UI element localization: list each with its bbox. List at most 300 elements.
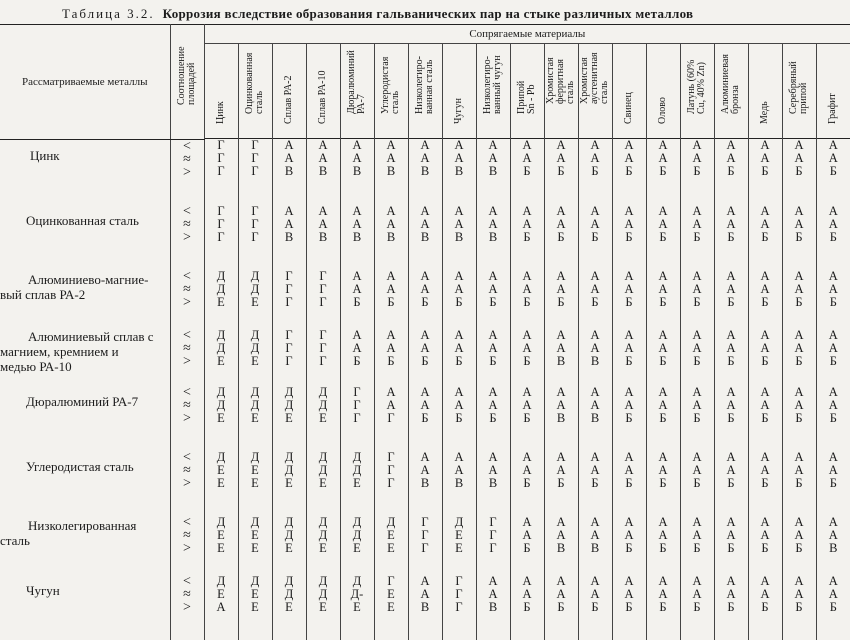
corrosion-grade: А xyxy=(409,283,442,296)
corrosion-grade: Е xyxy=(205,464,238,477)
column-header xyxy=(340,44,374,140)
corrosion-grade: А xyxy=(375,270,408,283)
corrosion-grade: А xyxy=(817,218,850,231)
area-ratio-symbol: ≈ xyxy=(171,342,204,355)
corrosion-grade: В xyxy=(409,231,442,244)
corrosion-grade: Б xyxy=(545,477,578,490)
corrosion-cell xyxy=(680,451,714,516)
corrosion-grade: А xyxy=(681,139,714,152)
corrosion-grade: Б xyxy=(341,355,374,368)
corrosion-grade: А xyxy=(681,575,714,588)
corrosion-grade: А xyxy=(817,386,850,399)
corrosion-grade: В xyxy=(579,355,612,368)
corrosion-grade: А xyxy=(579,464,612,477)
corrosion-grade: А xyxy=(545,529,578,542)
corrosion-grade: А xyxy=(749,588,782,601)
column-header xyxy=(748,44,782,140)
corrosion-cell xyxy=(272,139,306,205)
corrosion-cell xyxy=(748,575,782,640)
corrosion-grade: А xyxy=(681,152,714,165)
corrosion-grade: Е xyxy=(239,412,272,425)
metal-name-line: Цинк xyxy=(0,148,170,163)
corrosion-grade: А xyxy=(579,283,612,296)
corrosion-grade: Б xyxy=(817,477,850,490)
corrosion-cell xyxy=(646,516,680,575)
corrosion-grade: А xyxy=(681,588,714,601)
column-header-label: Сплав РА-2 xyxy=(284,44,294,125)
corrosion-grade: А xyxy=(341,283,374,296)
corrosion-grade: А xyxy=(715,139,748,152)
corrosion-grade: А xyxy=(511,270,544,283)
corrosion-grade: Д xyxy=(205,270,238,283)
corrosion-grade: А xyxy=(681,283,714,296)
corrosion-grade: А xyxy=(647,529,680,542)
corrosion-cell xyxy=(816,270,850,329)
corrosion-grade: А xyxy=(579,342,612,355)
corrosion-grade: А xyxy=(477,218,510,231)
column-header-label: Чугун xyxy=(454,44,464,125)
corrosion-grade: Б xyxy=(749,542,782,555)
corrosion-cell xyxy=(646,575,680,640)
corrosion-cell xyxy=(782,451,816,516)
corrosion-grade: Е xyxy=(239,464,272,477)
corrosion-grade: Д xyxy=(205,342,238,355)
corrosion-cell xyxy=(340,329,374,386)
corrosion-grade: Б xyxy=(511,412,544,425)
corrosion-grade: Д xyxy=(273,529,306,542)
corrosion-grade: Б xyxy=(545,601,578,614)
corrosion-grade: А xyxy=(443,451,476,464)
corrosion-cell xyxy=(578,205,612,270)
corrosion-grade: Б xyxy=(647,412,680,425)
column-header xyxy=(476,44,510,140)
corrosion-grade: А xyxy=(647,451,680,464)
area-ratio-symbol: ≈ xyxy=(171,588,204,601)
corrosion-grade: А xyxy=(647,283,680,296)
corrosion-grade: Б xyxy=(579,165,612,178)
corrosion-grade: Е xyxy=(273,542,306,555)
corrosion-grade: А xyxy=(477,205,510,218)
corrosion-cell xyxy=(272,516,306,575)
table-row xyxy=(0,205,850,270)
corrosion-grade: А xyxy=(409,139,442,152)
area-ratio-cell xyxy=(170,270,204,329)
column-header xyxy=(544,44,578,140)
corrosion-grade: Б xyxy=(715,542,748,555)
corrosion-cell xyxy=(646,386,680,451)
area-ratio-symbol: ≈ xyxy=(171,529,204,542)
corrosion-cell xyxy=(578,386,612,451)
corrosion-grade: А xyxy=(715,386,748,399)
corrosion-grade: Б xyxy=(511,601,544,614)
corrosion-cell xyxy=(578,270,612,329)
corrosion-cell xyxy=(408,329,442,386)
corrosion-grade: Е xyxy=(205,542,238,555)
corrosion-cell xyxy=(748,386,782,451)
corrosion-grade: Б xyxy=(681,296,714,309)
corrosion-grade: А xyxy=(613,329,646,342)
corrosion-grade: Д xyxy=(239,386,272,399)
corrosion-grade: А xyxy=(613,451,646,464)
corrosion-grade: Б xyxy=(749,296,782,309)
corrosion-cell xyxy=(510,139,544,205)
corrosion-grade: Д xyxy=(307,588,340,601)
corrosion-grade: А xyxy=(783,139,816,152)
metal-name xyxy=(0,575,170,640)
corrosion-cell xyxy=(612,516,646,575)
corrosion-grade: А xyxy=(817,270,850,283)
corrosion-grade: А xyxy=(477,283,510,296)
corrosion-grade: Д xyxy=(341,516,374,529)
table-row xyxy=(0,329,850,386)
corrosion-grade: Д- xyxy=(341,588,374,601)
corrosion-cell xyxy=(476,386,510,451)
corrosion-grade: А xyxy=(579,451,612,464)
corrosion-grade: А xyxy=(477,270,510,283)
corrosion-grade: А xyxy=(715,218,748,231)
corrosion-cell xyxy=(544,205,578,270)
corrosion-cell xyxy=(238,516,272,575)
corrosion-cell xyxy=(816,386,850,451)
corrosion-grade: Е xyxy=(239,296,272,309)
table-row xyxy=(0,451,850,516)
corrosion-grade: А xyxy=(749,516,782,529)
corrosion-cell xyxy=(714,451,748,516)
corrosion-cell xyxy=(442,205,476,270)
corrosion-grade: Г xyxy=(205,205,238,218)
corrosion-grade: Б xyxy=(817,601,850,614)
corrosion-grade: А xyxy=(545,342,578,355)
corrosion-grade: Б xyxy=(715,412,748,425)
corrosion-grade: Г xyxy=(341,386,374,399)
corrosion-grade: А xyxy=(817,451,850,464)
corrosion-grade: Г xyxy=(239,205,272,218)
corrosion-grade: Б xyxy=(443,355,476,368)
corrosion-grade: Д xyxy=(341,529,374,542)
corrosion-grade: Е xyxy=(443,542,476,555)
corrosion-grade: Е xyxy=(239,529,272,542)
corrosion-grade: Б xyxy=(579,231,612,244)
corrosion-grade: В xyxy=(409,477,442,490)
corrosion-cell xyxy=(578,451,612,516)
corrosion-grade: А xyxy=(613,139,646,152)
corrosion-grade: Б xyxy=(545,231,578,244)
corrosion-grade: Б xyxy=(579,296,612,309)
corrosion-grade: Е xyxy=(205,588,238,601)
corrosion-grade: А xyxy=(341,329,374,342)
corrosion-cell xyxy=(238,451,272,516)
corrosion-grade: А xyxy=(715,529,748,542)
corrosion-cell xyxy=(374,329,408,386)
corrosion-grade: А xyxy=(307,152,340,165)
corrosion-grade: А xyxy=(749,152,782,165)
corrosion-grade: А xyxy=(443,342,476,355)
corrosion-cell xyxy=(408,575,442,640)
corrosion-grade: Г xyxy=(273,329,306,342)
corrosion-cell xyxy=(476,329,510,386)
corrosion-cell xyxy=(204,139,238,205)
corrosion-grade: Г xyxy=(239,231,272,244)
corrosion-grade: Б xyxy=(477,412,510,425)
corrosion-grade: Б xyxy=(749,355,782,368)
corrosion-cell xyxy=(374,205,408,270)
corrosion-grade: Г xyxy=(443,588,476,601)
column-header xyxy=(238,44,272,140)
metal-name xyxy=(0,270,170,329)
corrosion-cell xyxy=(510,386,544,451)
corrosion-grade: Г xyxy=(307,283,340,296)
corrosion-grade: А xyxy=(783,575,816,588)
corrosion-grade: Б xyxy=(817,231,850,244)
corrosion-grade: Г xyxy=(375,451,408,464)
corrosion-cell xyxy=(714,139,748,205)
corrosion-grade: Б xyxy=(817,296,850,309)
corrosion-grade: А xyxy=(511,451,544,464)
corrosion-grade: А xyxy=(749,283,782,296)
corrosion-grade: Г xyxy=(307,342,340,355)
corrosion-grade: А xyxy=(715,152,748,165)
corrosion-grade: А xyxy=(613,270,646,283)
corrosion-grade: Б xyxy=(647,355,680,368)
corrosion-cell xyxy=(442,386,476,451)
corrosion-grade: А xyxy=(511,283,544,296)
corrosion-grade: А xyxy=(341,342,374,355)
corrosion-cell xyxy=(714,205,748,270)
corrosion-grade: Е xyxy=(443,529,476,542)
corrosion-grade: Д xyxy=(273,575,306,588)
corrosion-grade: А xyxy=(613,399,646,412)
corrosion-cell xyxy=(646,451,680,516)
corrosion-grade: А xyxy=(477,399,510,412)
corrosion-grade: А xyxy=(545,205,578,218)
corrosion-grade: Г xyxy=(409,542,442,555)
corrosion-grade: В xyxy=(817,542,850,555)
corrosion-grade: А xyxy=(545,464,578,477)
column-header-label: Дюралюминий РА-7 xyxy=(347,44,367,115)
column-header xyxy=(782,44,816,140)
corrosion-grade: А xyxy=(749,464,782,477)
corrosion-grade: Б xyxy=(817,165,850,178)
corrosion-grade: А xyxy=(783,399,816,412)
corrosion-grade: А xyxy=(477,386,510,399)
corrosion-grade: А xyxy=(579,588,612,601)
corrosion-grade: А xyxy=(579,329,612,342)
column-header-label: Низколегиро- ванный чугун xyxy=(483,44,503,115)
corrosion-grade: А xyxy=(715,283,748,296)
corrosion-cell xyxy=(646,205,680,270)
corrosion-grade: А xyxy=(307,218,340,231)
corrosion-grade: Д xyxy=(307,464,340,477)
corrosion-grade: А xyxy=(409,451,442,464)
corrosion-grade: Е xyxy=(205,477,238,490)
column-header xyxy=(204,44,238,140)
corrosion-grade: А xyxy=(715,588,748,601)
corrosion-grade: А xyxy=(647,399,680,412)
corrosion-cell xyxy=(272,205,306,270)
corrosion-cell xyxy=(782,386,816,451)
corrosion-cell xyxy=(748,270,782,329)
corrosion-grade: А xyxy=(477,451,510,464)
corrosion-grade: А xyxy=(613,386,646,399)
corrosion-grade: В xyxy=(307,231,340,244)
corrosion-grade: А xyxy=(307,139,340,152)
metal-name-line: сталь xyxy=(0,533,170,548)
corrosion-grade: А xyxy=(749,451,782,464)
corrosion-grade: В xyxy=(409,601,442,614)
corrosion-grade: Г xyxy=(375,477,408,490)
metal-name-line: Оцинкованная сталь xyxy=(0,213,170,228)
corrosion-grade: Д xyxy=(205,451,238,464)
corrosion-grade: А xyxy=(715,342,748,355)
column-header-label: Медь xyxy=(760,44,770,125)
corrosion-grade: Д xyxy=(273,451,306,464)
corrosion-grade: А xyxy=(715,451,748,464)
corrosion-grade: А xyxy=(579,575,612,588)
corrosion-grade: А xyxy=(579,529,612,542)
corrosion-grade: А xyxy=(409,270,442,283)
corrosion-grade: А xyxy=(409,464,442,477)
corrosion-grade: А xyxy=(647,516,680,529)
corrosion-grade: А xyxy=(443,152,476,165)
area-ratio-symbol: < xyxy=(171,140,204,153)
corrosion-grade: А xyxy=(477,588,510,601)
header-ratio xyxy=(170,25,204,140)
area-ratio-symbol: > xyxy=(171,296,204,309)
corrosion-cell xyxy=(748,451,782,516)
corrosion-grade: Б xyxy=(681,165,714,178)
corrosion-grade: В xyxy=(307,165,340,178)
metal-name-line: Дюралюминий РА-7 xyxy=(0,394,170,409)
corrosion-cell xyxy=(714,575,748,640)
corrosion-grade: В xyxy=(341,165,374,178)
corrosion-cell xyxy=(612,329,646,386)
corrosion-grade: А xyxy=(647,139,680,152)
corrosion-cell xyxy=(646,329,680,386)
metal-name-line: медью РА-10 xyxy=(0,359,170,374)
column-header xyxy=(680,44,714,140)
corrosion-grade: А xyxy=(647,575,680,588)
corrosion-grade: А xyxy=(375,152,408,165)
corrosion-grade: Б xyxy=(647,231,680,244)
column-header-label: Сплав РА-10 xyxy=(318,44,328,125)
corrosion-grade: Б xyxy=(681,355,714,368)
corrosion-cell xyxy=(408,451,442,516)
corrosion-grade: Д xyxy=(443,516,476,529)
corrosion-cell xyxy=(782,270,816,329)
corrosion-grade: Б xyxy=(715,601,748,614)
corrosion-grade: А xyxy=(545,270,578,283)
corrosion-grade: Б xyxy=(613,355,646,368)
corrosion-cell xyxy=(816,205,850,270)
corrosion-grade: А xyxy=(409,386,442,399)
corrosion-grade: А xyxy=(715,205,748,218)
corrosion-grade: А xyxy=(579,205,612,218)
corrosion-grade: Г xyxy=(409,516,442,529)
column-header-label: Графит xyxy=(828,44,838,125)
column-header xyxy=(578,44,612,140)
corrosion-grade: А xyxy=(545,516,578,529)
corrosion-grade: А xyxy=(783,205,816,218)
corrosion-grade: Б xyxy=(783,231,816,244)
corrosion-cell xyxy=(238,139,272,205)
corrosion-cell xyxy=(340,139,374,205)
corrosion-cell xyxy=(544,516,578,575)
corrosion-grade: А xyxy=(545,588,578,601)
corrosion-grade: А xyxy=(511,575,544,588)
corrosion-grade: В xyxy=(409,165,442,178)
area-ratio-cell xyxy=(170,386,204,451)
corrosion-grade: А xyxy=(477,464,510,477)
corrosion-grade: А xyxy=(783,386,816,399)
corrosion-grade: В xyxy=(375,165,408,178)
corrosion-grade: А xyxy=(341,218,374,231)
corrosion-cell xyxy=(374,139,408,205)
corrosion-grade: Б xyxy=(545,296,578,309)
corrosion-grade: А xyxy=(681,399,714,412)
corrosion-cell xyxy=(272,451,306,516)
area-ratio-cell xyxy=(170,139,204,205)
corrosion-grade: Б xyxy=(749,601,782,614)
corrosion-cell xyxy=(782,139,816,205)
corrosion-grade: А xyxy=(579,139,612,152)
area-ratio-symbol: > xyxy=(171,477,204,490)
corrosion-grade: А xyxy=(715,399,748,412)
corrosion-cell xyxy=(714,386,748,451)
corrosion-grade: Г xyxy=(205,218,238,231)
corrosion-cell xyxy=(442,451,476,516)
corrosion-grade: А xyxy=(817,205,850,218)
area-ratio-cell xyxy=(170,575,204,640)
corrosion-grade: Г xyxy=(205,231,238,244)
corrosion-grade: Б xyxy=(341,296,374,309)
corrosion-grade: Г xyxy=(307,296,340,309)
corrosion-grade: Д xyxy=(239,329,272,342)
corrosion-grade: А xyxy=(511,399,544,412)
corrosion-grade: А xyxy=(511,342,544,355)
corrosion-grade: А xyxy=(443,270,476,283)
corrosion-grade: А xyxy=(681,329,714,342)
corrosion-cell xyxy=(612,270,646,329)
corrosion-cell xyxy=(510,451,544,516)
corrosion-grade: Б xyxy=(783,542,816,555)
metal-name xyxy=(0,205,170,270)
corrosion-grade: Д xyxy=(205,575,238,588)
area-ratio-cell xyxy=(170,451,204,516)
metal-name-line: Алюминиево-магние- xyxy=(0,272,170,287)
corrosion-grade: А xyxy=(783,529,816,542)
corrosion-cell xyxy=(510,575,544,640)
corrosion-grade: В xyxy=(477,165,510,178)
metal-name xyxy=(0,386,170,451)
corrosion-grade: Б xyxy=(477,296,510,309)
corrosion-cell xyxy=(816,451,850,516)
column-header xyxy=(374,44,408,140)
corrosion-grade: А xyxy=(817,342,850,355)
corrosion-grade: Д xyxy=(307,516,340,529)
corrosion-grade: А xyxy=(375,342,408,355)
corrosion-grade: А xyxy=(443,205,476,218)
corrosion-grade: Г xyxy=(375,575,408,588)
corrosion-grade: Д xyxy=(273,386,306,399)
corrosion-grade: А xyxy=(579,270,612,283)
corrosion-grade: Е xyxy=(239,477,272,490)
corrosion-grade: А xyxy=(477,152,510,165)
corrosion-grade: А xyxy=(477,329,510,342)
corrosion-grade: Б xyxy=(647,296,680,309)
corrosion-cell xyxy=(306,516,340,575)
corrosion-grade: Г xyxy=(205,152,238,165)
corrosion-grade: Е xyxy=(205,529,238,542)
